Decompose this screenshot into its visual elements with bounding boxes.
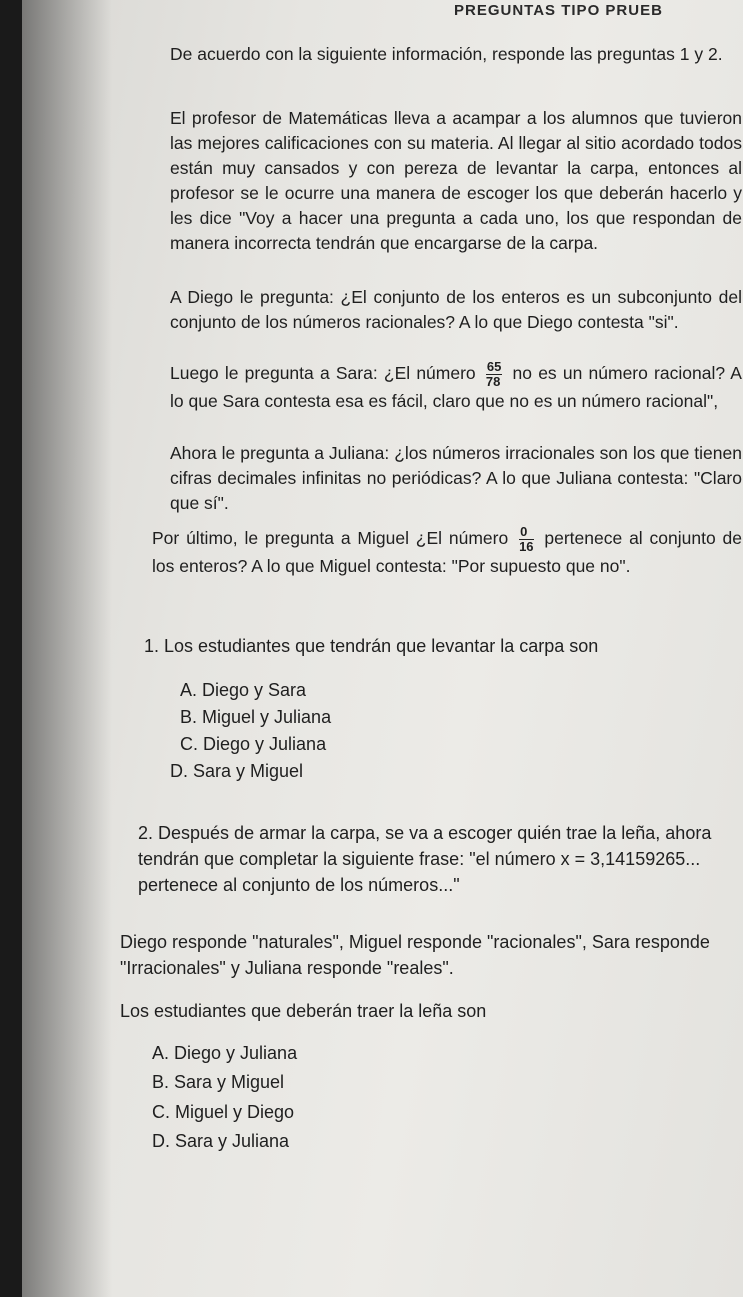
sara-question-start: Luego le pregunta a Sara: ¿El número <box>170 363 476 384</box>
question-2-text: 2. Después de armar la carpa, se va a escoger quién trae la leña, ahora tendrán que completar la siguiente frase: "el número x = 3,14159265... pertenece al conjunto de los números..." <box>138 823 712 895</box>
question-2-option-d: D. Sara y Juliana <box>152 1131 290 1151</box>
question-2-option-a: A. Diego y Juliana <box>152 1043 298 1063</box>
worksheet-header: PREGUNTAS TIPO PRUEB <box>454 2 663 19</box>
fraction-denominator: 16 <box>519 539 534 554</box>
intro-text: De acuerdo con la siguiente información, responde las preguntas 1 y 2. <box>170 44 723 64</box>
question-1-option-b: B. Miguel y Juliana <box>180 707 332 727</box>
story-paragraph-4: Ahora le pregunta a Juliana: ¿los números irracionales son los que tienen cifras decimales infinitas no periódicas? A lo que Juliana contesta: "Claro que sí". <box>170 443 742 513</box>
miguel-question-end: pertenece al conjunto de los enteros? A lo que Miguel contesta: "Por supuesto que no". <box>152 528 742 576</box>
question-1-option-a: A. Diego y Sara <box>180 680 307 700</box>
fraction-65-78 <box>486 360 502 389</box>
question-2-option-c: C. Miguel y Diego <box>152 1102 295 1122</box>
fraction-numerator: 0 <box>519 525 533 540</box>
story-paragraph-3 <box>170 360 742 414</box>
question-2-prompt: Los estudiantes que deberán traer la leña son <box>120 1001 487 1021</box>
question-1-option-c: C. Diego y Juliana <box>180 734 327 754</box>
question-1-text: 1. Los estudiantes que tendrán que levantar la carpa son <box>144 636 599 656</box>
fraction-numerator: 65 <box>486 359 502 374</box>
page-shadow <box>22 0 112 1297</box>
worksheet-page <box>22 0 743 1297</box>
story-paragraph-1: El profesor de Matemáticas lleva a acampar a los alumnos que tuvieron las mejores calificaciones con su materia. Al llegar al sitio acordado todos están muy cansados y con pereza de levantar la carpa, entonces al profesor se le ocurre una manera de escoger los que deberán hacerlo y les dice "Voy a hacer una pregunta a cada uno, los que respondan de manera incorrecta tendrán que encargarse de la carpa. <box>170 108 742 253</box>
fraction-0-16 <box>519 525 533 554</box>
question-1-option-d: D. Sara y Miguel <box>170 761 304 781</box>
sara-question-end: no es un número racional? A lo que Sara contesta esa es fácil, claro que no es un número racional", <box>170 363 742 411</box>
fraction-denominator: 78 <box>485 374 501 389</box>
question-2-answers: Diego responde "naturales", Miguel responde "racionales", Sara responde "Irracionales" y Juliana responde "reales". <box>120 932 710 978</box>
question-2-option-b: B. Sara y Miguel <box>152 1072 285 1092</box>
story-paragraph-5 <box>152 525 742 579</box>
miguel-question-start: Por último, le pregunta a Miguel ¿El número <box>152 528 509 549</box>
story-paragraph-2: A Diego le pregunta: ¿El conjunto de los enteros es un subconjunto del conjunto de los números racionales? A lo que Diego contesta "si". <box>170 287 742 332</box>
